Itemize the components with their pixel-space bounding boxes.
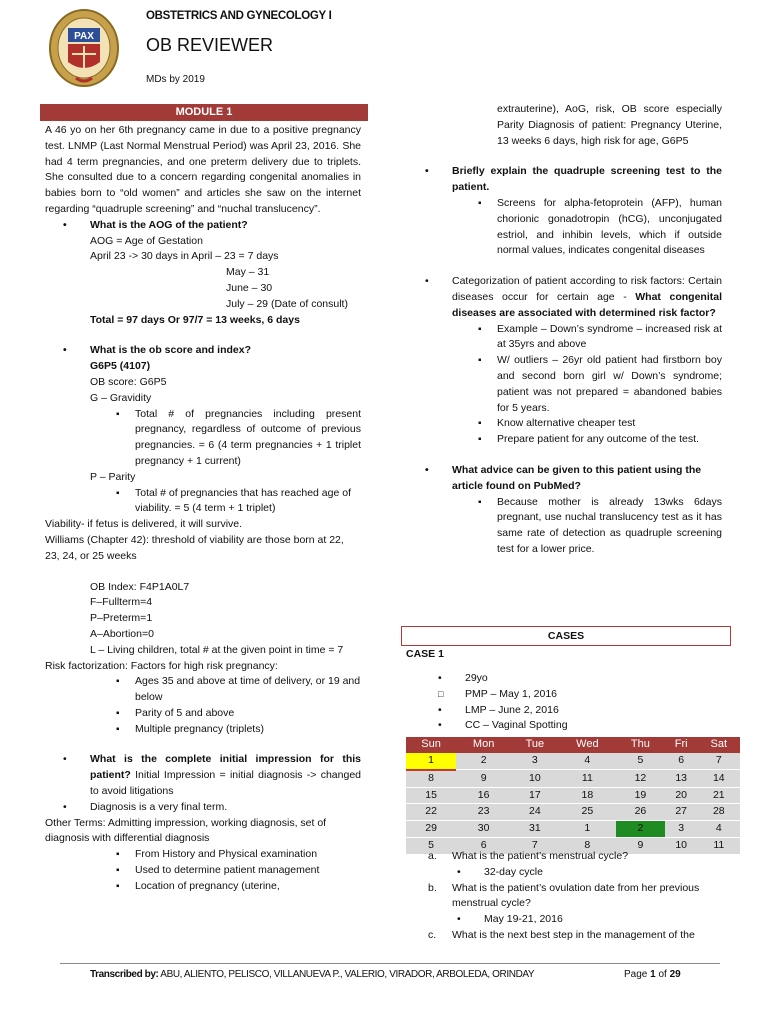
left-column — [45, 123, 361, 895]
calendar-day-header: Sat — [698, 737, 740, 753]
calendar-date-cell: 3 — [665, 821, 698, 838]
calendar-date-cell: 28 — [698, 804, 740, 821]
calendar-date-cell: 27 — [665, 804, 698, 821]
parity-label: P – Parity — [90, 470, 136, 483]
diagnosis-final: • Diagnosis is a very final term. — [90, 800, 361, 816]
gravidity-label: G – Gravidity — [90, 391, 152, 404]
calendar-week-row — [406, 770, 740, 787]
calendar-date-cell: 4 — [559, 753, 616, 770]
question-impression-rest: Initial Impression = initial diagnosis -> changed to avoid litigations — [90, 769, 361, 798]
calendar-week-row — [406, 821, 740, 838]
calendar-date-cell: 5 — [406, 837, 456, 854]
calendar-date-cell: 30 — [456, 821, 511, 838]
calendar-day-header: Wed — [559, 737, 616, 753]
calendar-date-cell: 9 — [616, 837, 665, 854]
footer-rule — [60, 963, 720, 964]
calendar-date-cell: 22 — [406, 804, 456, 821]
aog-line-july: July – 29 (Date of consult) — [226, 297, 348, 310]
calendar-date-cell: 1 — [406, 753, 456, 770]
other-terms: Other Terms: Admitting impression, working diagnosis, set of diagnosis with differential diagnosis — [45, 816, 327, 845]
calendar-date-cell: 31 — [511, 821, 559, 838]
right-column — [452, 102, 722, 558]
category-item: ▪ Example – Down’s syndrome – increased risk at at 35yrs and above — [497, 322, 722, 354]
calendar-date-cell: 8 — [559, 837, 616, 854]
module-banner: MODULE 1 — [40, 104, 368, 121]
case-1-label: CASE 1 — [406, 648, 444, 660]
calendar-date-cell: 7 — [698, 753, 740, 770]
ob-index-f: F–Fullterm=4 — [90, 596, 153, 609]
calendar-day-header: Tue — [511, 737, 559, 753]
case-item: □ PMP – May 1, 2016 — [438, 687, 558, 700]
ob-score: OB score: G6P5 — [90, 375, 167, 388]
calendar-table — [406, 737, 740, 855]
calendar-date-cell: 21 — [698, 787, 740, 804]
footer-transcribers — [90, 967, 534, 983]
risk-item: ▪ Multiple pregnancy (triplets) — [135, 722, 361, 738]
risk-item: ▪ Ages 35 and above at time of delivery, or 19 and below — [135, 674, 361, 706]
calendar-week-row — [406, 787, 740, 804]
aog-line-april: April 23 -> 30 days in April – 23 = 7 days — [90, 250, 279, 263]
ob-index: OB Index: F4P1A0L7 — [90, 580, 190, 593]
subtitle: MDs by 2019 — [146, 74, 205, 85]
aog-line-may: May – 31 — [226, 266, 270, 279]
aog-definition: AOG = Age of Gestation — [90, 234, 203, 247]
advice-text: ▪ Because mother is already 13wks 6days pregnant, use nuchal translucency test as it has same rate of detection as quadruple screening test for a lower price. — [497, 495, 722, 558]
category-item: ▪ Know alternative cheaper test — [497, 416, 722, 432]
calendar-date-cell: 2 — [456, 753, 511, 770]
calendar-date-cell: 16 — [456, 787, 511, 804]
quad-text: ▪ Screens for alpha-fetoprotein (AFP), human chorionic gonadotropin (hCG), unconjugated estriol, and inhibin levels, which if outside normal values, indicates congenital diseases — [497, 196, 722, 259]
question-quadruple: • Briefly explain the quadruple screening test to the patient. — [452, 164, 722, 196]
question-a: a. What is the patient’s menstrual cycle? — [428, 850, 629, 862]
calendar-date-cell: 10 — [511, 770, 559, 787]
calendar-date-cell: 7 — [511, 837, 559, 854]
calendar-week-row — [406, 753, 740, 770]
risk-factorization: Risk factorization: Factors for high risk pregnancy: — [45, 659, 278, 672]
continued-text: extrauterine), AoG, risk, OB score especially Parity Diagnosis of patient: Pregnancy Uterine, 13 weeks 6 days, high risk for age, G6P5 — [497, 103, 722, 147]
case-item: • 29yo — [438, 672, 488, 684]
page-title: OB REVIEWER — [146, 35, 274, 55]
calendar-date-cell: 11 — [698, 837, 740, 854]
calendar-date-cell: 8 — [406, 770, 456, 787]
calendar-date-cell: 14 — [698, 770, 740, 787]
question-advice: • What advice can be given to this patient using the article found on PubMed? — [452, 463, 722, 495]
question-ob-score: • What is the ob score and index? — [90, 343, 361, 359]
calendar-date-cell: 5 — [616, 753, 665, 770]
other-item: ▪ Used to determine patient management — [135, 863, 361, 879]
categorization-bold: What congenital diseases are associated with determined risk factor? — [452, 290, 722, 319]
calendar-date-cell: 26 — [616, 804, 665, 821]
case-item: • CC – Vaginal Spotting — [438, 719, 568, 732]
parity-text: ▪ Total # of pregnancies that has reached age of viability. = 5 (4 term + 1 triplet) — [135, 486, 361, 518]
calendar-week-row — [406, 804, 740, 821]
risk-item: ▪ Parity of 5 and above — [135, 706, 361, 722]
ob-index-p: P–Preterm=1 — [90, 612, 153, 625]
calendar-day-header: Mon — [456, 737, 511, 753]
other-item: ▪ From History and Physical examination — [135, 847, 361, 863]
question-c: c. What is the next best step in the management of the — [428, 928, 695, 941]
cases-title: CASES — [547, 630, 585, 642]
intro-paragraph: A 46 yo on her 6th pregnancy came in due to a positive pregnancy test. LNMP (Last Normal Menstrual Period) was April 23, 2016. She had 4 term pregnancies, and one preterm delivery due to triplets. She consulted due to a concern regarding congenital anomalies in babies born to “old women” and articles she saw on the internet regarding “quadruple screening” and “nuchal translucency”. — [45, 124, 361, 215]
viability: Viability- if fetus is delivered, it will survive. — [45, 518, 243, 531]
calendar-date-cell: 12 — [616, 770, 665, 787]
calendar-date-cell: 29 — [406, 821, 456, 838]
answer-a: • 32-day cycle — [457, 865, 543, 878]
calendar-day-header: Thu — [616, 737, 665, 753]
calendar-date-cell: 2 — [616, 821, 665, 838]
page-number: Page 1 of 29 — [624, 969, 681, 980]
calendar-date-cell: 9 — [456, 770, 511, 787]
aog-line-june: June – 30 — [226, 281, 273, 294]
calendar-date-cell: 23 — [456, 804, 511, 821]
transcribed-label: Transcribed by: — [90, 969, 159, 980]
category-item: ▪ Prepare patient for any outcome of the test. — [497, 432, 722, 448]
calendar-date-cell: 11 — [559, 770, 616, 787]
case-items — [438, 671, 725, 734]
calendar-date-cell: 6 — [665, 753, 698, 770]
question-impression — [90, 752, 361, 799]
calendar-date-cell: 15 — [406, 787, 456, 804]
calendar-date-cell: 4 — [698, 821, 740, 838]
course-title: OBSTETRICS AND GYNECOLOGY I — [146, 10, 332, 22]
ob-index-a: A–Abortion=0 — [90, 627, 154, 640]
calendar-date-cell: 24 — [511, 804, 559, 821]
calendar-date-cell: 19 — [616, 787, 665, 804]
categorization-plain: Categorization of patient according to risk factors: Certain diseases occur for certain age - — [452, 275, 722, 303]
answer-b: • May 19-21, 2016 — [457, 913, 563, 926]
calendar-date-cell: 3 — [511, 753, 559, 770]
calendar-date-cell: 17 — [511, 787, 559, 804]
case-questions — [428, 849, 728, 944]
cases-header-box — [401, 626, 731, 646]
transcriber-names: ABU, ALIENTO, PELISCO, VILLANUEVA P., VALERIO, VIRADOR, ARBOLEDA, ORINDAY — [160, 969, 535, 980]
calendar-date-cell: 13 — [665, 770, 698, 787]
calendar-date-cell: 6 — [456, 837, 511, 854]
gravidity-text: ▪ Total # of pregnancies including present pregnancy, regardless of outcome of previous pregnancies. = 6 (4 term pregnancies + 1 triplet pregnancy + 1 current) — [135, 407, 361, 470]
calendar-date-cell: 25 — [559, 804, 616, 821]
question-aog: • What is the AOG of the patient? — [90, 218, 361, 234]
williams: Williams (Chapter 42): threshold of viability are those born at 22, 23, 24, or 25 weeks — [45, 533, 344, 562]
calendar-date-cell: 20 — [665, 787, 698, 804]
case-item: • LMP – June 2, 2016 — [438, 703, 559, 716]
calendar-date-cell: 1 — [559, 821, 616, 838]
ob-index-l: L – Living children, total # at the given point in time = 7 — [90, 643, 344, 656]
calendar-day-header: Sun — [406, 737, 456, 753]
svg-text:PAX: PAX — [74, 31, 94, 42]
calendar-date-cell: 18 — [559, 787, 616, 804]
calendar-day-header: Fri — [665, 737, 698, 753]
question-b: b. What is the patient’s ovulation date from her previous menstrual cycle? — [428, 881, 700, 910]
aog-total: Total = 97 days Or 97/7 = 13 weeks, 6 days — [90, 313, 300, 326]
calendar-date-cell: 10 — [665, 837, 698, 854]
categorization — [452, 274, 722, 321]
question-impression-bold: What is the complete initial impression for this patient? — [90, 753, 361, 782]
category-item: ▪ W/ outliers – 26yr old patient had firstborn boy and second born girl w/ Down’s syndrome; patient was not prepared = abandoned babies for 5 years. — [497, 353, 722, 416]
other-item: ▪ Location of pregnancy (uterine, — [135, 879, 361, 895]
logo-seal — [46, 6, 122, 88]
g6p5: G6P5 (4107) — [90, 360, 151, 373]
